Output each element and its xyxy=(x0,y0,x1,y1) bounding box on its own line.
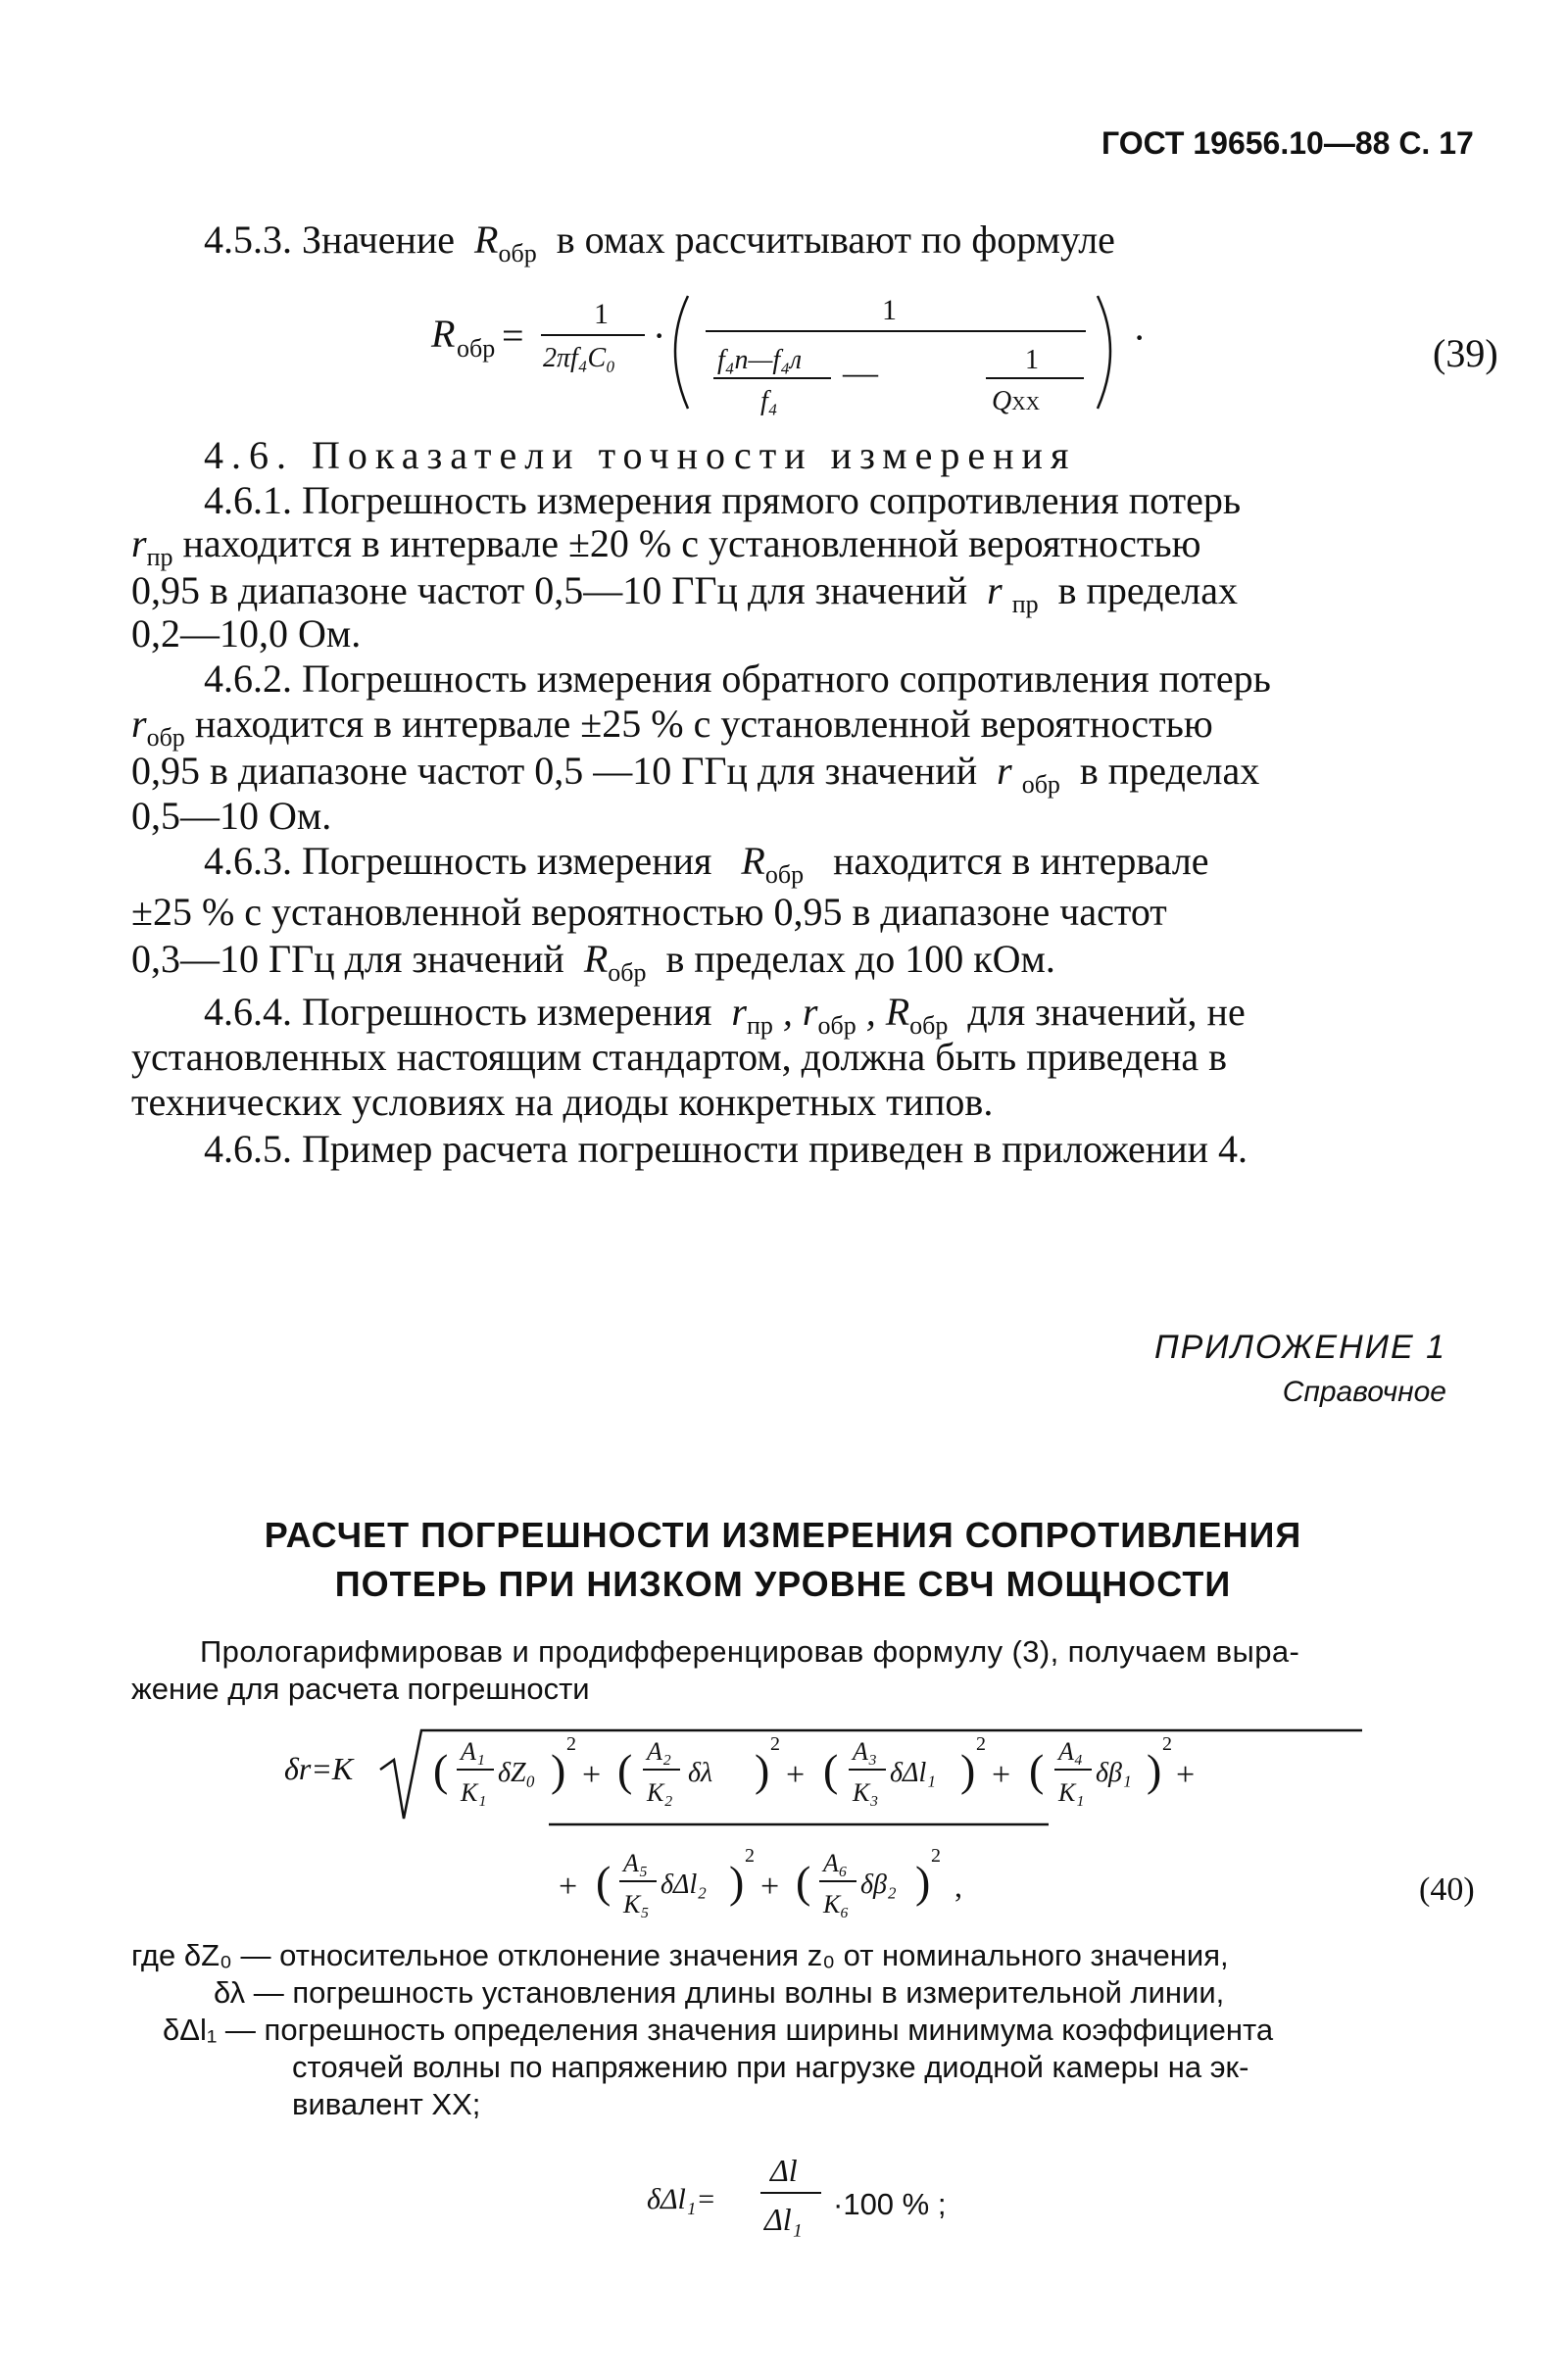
svg-text:1: 1 xyxy=(882,294,897,326)
svg-text:K₁: K₁ xyxy=(461,1778,487,1807)
svg-text:(: ( xyxy=(796,1857,811,1907)
svg-text:f₄п—f₄л: f₄п—f₄л xyxy=(717,345,803,375)
svg-text:δΔl₂: δΔl₂ xyxy=(661,1870,707,1900)
intro-line1: Прологарифмировав и продифференцировав формулу (3), получаем выра- xyxy=(200,1634,1300,1669)
paragraph-462-line3: 0,95 в диапазоне частот 0,5 —10 ГГц для значений r $_{обр}$ в пределах xyxy=(131,749,1260,799)
paragraph-463-line3: 0,3—10 ГГц для значений $R_{обр}$ в пределах до 100 кОм. xyxy=(131,937,1055,987)
svg-text:,: , xyxy=(954,1869,962,1904)
where-line5: вивалент XX; xyxy=(292,2087,481,2121)
svg-text:A₁: A₁ xyxy=(461,1737,485,1766)
svg-text:2πf₄C₀: 2πf₄C₀ xyxy=(543,343,615,373)
svg-text:): ) xyxy=(915,1857,931,1907)
svg-text:+: + xyxy=(760,1869,780,1905)
section-46-title: 4.6. Показатели точности измерения xyxy=(204,433,1077,477)
intro-line2: жение для расчета погрешности xyxy=(131,1672,590,1706)
paragraph-464-line3: технических условиях на диоды конкретных типов. xyxy=(131,1080,994,1124)
svg-text:δΔl₁: δΔl₁ xyxy=(890,1758,936,1788)
svg-text:—: — xyxy=(843,353,878,392)
svg-text:(: ( xyxy=(596,1857,612,1907)
paragraph-453 xyxy=(204,218,1115,276)
svg-text:2: 2 xyxy=(931,1845,941,1867)
paragraph-462-line1: 4.6.2. Погрешность измерения обратного сопротивления потерь xyxy=(204,656,1271,701)
paragraph-463-line2: ±25 % с установленной вероятностью 0,95 в диапазоне частот xyxy=(131,890,1167,934)
svg-text:): ) xyxy=(960,1745,976,1795)
svg-text:f₄: f₄ xyxy=(760,386,778,416)
annex-title-line2: ПОТЕРЬ ПРИ НИЗКОМ УРОВНЕ СВЧ МОЩНОСТИ xyxy=(334,1564,1232,1604)
svg-text:): ) xyxy=(755,1745,770,1795)
svg-text:K₃: K₃ xyxy=(853,1778,879,1807)
equation-number-40: (40) xyxy=(1419,1871,1475,1908)
formula-delta-l-suffix: ·100 % ; xyxy=(833,2187,947,2221)
symbol-r-pr: $r_{пр}$ xyxy=(131,521,173,571)
formula-39 xyxy=(431,276,1176,423)
svg-text:·: · xyxy=(653,314,666,358)
svg-text:Δl₁: Δl₁ xyxy=(764,2202,803,2237)
svg-text:=: = xyxy=(502,314,524,358)
svg-text:(: ( xyxy=(823,1745,839,1795)
svg-text:A₃: A₃ xyxy=(853,1737,877,1766)
formula-40 xyxy=(284,1721,1411,1946)
svg-text:R: R xyxy=(431,312,456,356)
svg-text:δΔl₁=: δΔl₁= xyxy=(647,2183,716,2215)
svg-text:(: ( xyxy=(1029,1745,1045,1795)
svg-text:1: 1 xyxy=(594,298,609,330)
paragraph-461-line3: 0,95 в диапазоне частот 0,5—10 ГГц для значений r $_{пр}$ в пределах xyxy=(131,568,1238,618)
svg-text:(: ( xyxy=(433,1745,449,1795)
paragraph-463-line1: 4.6.3. Погрешность измерения $R_{обр}$ находится в интервале xyxy=(204,839,1209,889)
svg-text:2: 2 xyxy=(745,1845,755,1867)
svg-text:2: 2 xyxy=(1162,1733,1172,1755)
appendix-title: ПРИЛОЖЕНИЕ 1 xyxy=(1153,1329,1446,1366)
svg-text:2: 2 xyxy=(976,1733,986,1755)
svg-text:K₆: K₆ xyxy=(823,1890,850,1919)
svg-text:(: ( xyxy=(617,1745,633,1795)
svg-text:+: + xyxy=(1176,1757,1196,1793)
svg-text:+: + xyxy=(559,1869,578,1905)
svg-text:Δl: Δl xyxy=(770,2153,798,2188)
svg-text:+: + xyxy=(786,1757,806,1793)
svg-text:δZ₀: δZ₀ xyxy=(498,1758,536,1788)
svg-text:A₅: A₅ xyxy=(623,1849,648,1877)
svg-text:2: 2 xyxy=(566,1733,576,1755)
svg-text:·: · xyxy=(1133,316,1147,360)
svg-text:K₁: K₁ xyxy=(1058,1778,1085,1807)
appendix-subtitle: Справочное xyxy=(1282,1376,1446,1408)
svg-text:): ) xyxy=(729,1857,745,1907)
svg-text:δr=K: δr=K xyxy=(284,1751,354,1786)
svg-text:A₄: A₄ xyxy=(1058,1737,1083,1766)
where-line3: δΔl₁ — погрешность определения значения ширины минимума коэффициента xyxy=(163,2013,1274,2047)
svg-text:K₅: K₅ xyxy=(623,1890,650,1919)
section-453-text: в омах рассчитывают по формуле xyxy=(556,218,1115,262)
symbol-r-obr: $R_{обр}$ xyxy=(465,218,537,267)
where-line4: стоячей волны по напряжению при нагрузке диодной камеры на эк- xyxy=(292,2050,1249,2084)
svg-text:δβ₁: δβ₁ xyxy=(1096,1758,1132,1788)
svg-text:δλ: δλ xyxy=(688,1758,713,1788)
svg-text:+: + xyxy=(992,1757,1011,1793)
paragraph-464-line2: установленных настоящим стандартом, должна быть приведена в xyxy=(131,1035,1228,1079)
svg-text:+: + xyxy=(582,1757,602,1793)
paragraph-461-line2: $r_{пр}$ находится в интервале ±20 % с установленной вероятностью xyxy=(131,521,1201,571)
svg-text:2: 2 xyxy=(770,1733,780,1755)
page-header: ГОСТ 19656.10—88 С. 17 xyxy=(1101,125,1474,161)
annex-title-line1: РАСЧЕТ ПОГРЕШНОСТИ ИЗМЕРЕНИЯ СОПРОТИВЛЕНИЯ xyxy=(264,1515,1302,1555)
svg-text:K₂: K₂ xyxy=(647,1778,673,1807)
svg-text:δβ₂: δβ₂ xyxy=(860,1870,897,1900)
equation-number-39: (39) xyxy=(1433,331,1498,375)
svg-text:A₆: A₆ xyxy=(823,1849,848,1877)
svg-text:): ) xyxy=(1147,1745,1162,1795)
paragraph-461-line1: 4.6.1. Погрешность измерения прямого сопротивления потерь xyxy=(204,478,1242,522)
paragraph-461-line4: 0,2—10,0 Ом. xyxy=(131,611,362,656)
svg-text:1: 1 xyxy=(1025,345,1039,375)
paragraph-465: 4.6.5. Пример расчета погрешности приведен в приложении 4. xyxy=(204,1127,1248,1171)
paragraph-462-line4: 0,5—10 Ом. xyxy=(131,794,332,838)
svg-text:QXX: QXX xyxy=(992,386,1041,416)
svg-text:обр: обр xyxy=(457,334,496,363)
svg-text:): ) xyxy=(551,1745,566,1795)
where-line2: δλ — погрешность установления длины волны в измерительной линии, xyxy=(214,1975,1225,2010)
section-453-label: 4.5.3. Значение xyxy=(204,218,456,262)
where-line1: где δZ₀ — относительное отклонение значения z₀ от номинального значения, xyxy=(131,1938,1229,1972)
paragraph-462-line2: $r_{обр}$ находится в интервале ±25 % с установленной вероятностью xyxy=(131,702,1213,752)
svg-text:A₂: A₂ xyxy=(647,1737,671,1766)
paragraph-464-line1: 4.6.4. Погрешность измерения $r_{пр}$ , $r_{обр}$ , $R_{обр}$ для значений, не xyxy=(204,990,1246,1040)
